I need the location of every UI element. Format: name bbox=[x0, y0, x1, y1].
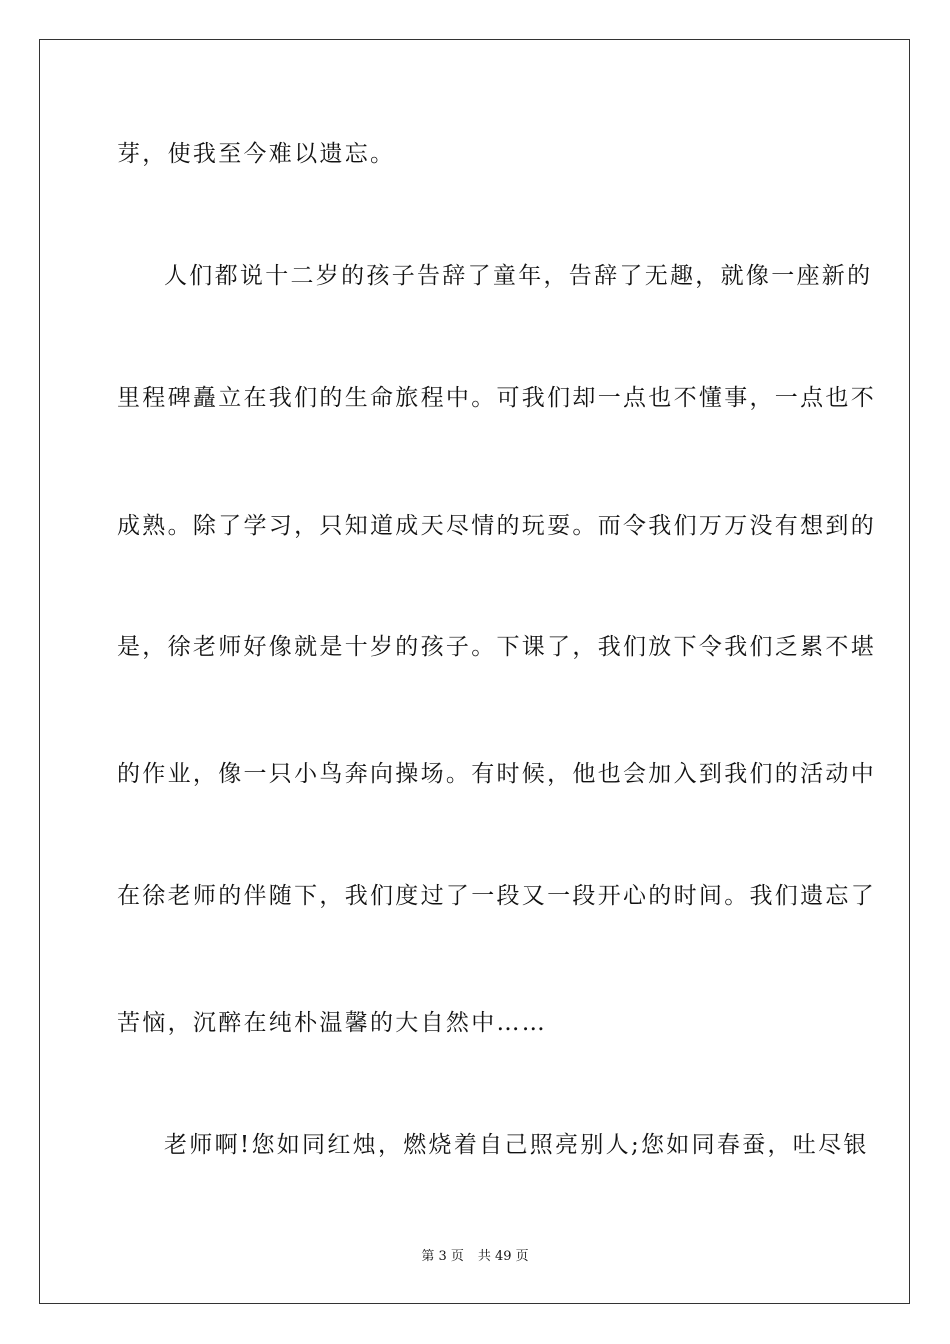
paragraph-line: 人们都说十二岁的孩子告辞了童年，告辞了无趣，就像一座新的 bbox=[164, 263, 873, 289]
total-pages: 共 49 页 bbox=[477, 1249, 529, 1264]
paragraph-line: 里程碑矗立在我们的生命旅程中。可我们却一点也不懂事，一点也不 bbox=[117, 385, 876, 411]
page-border bbox=[39, 39, 910, 1304]
paragraph-line: 成熟。除了学习，只知道成天尽情的玩耍。而令我们万万没有想到的 bbox=[117, 513, 876, 539]
paragraph-line: 是，徐老师好像就是十岁的孩子。下课了，我们放下令我们乏累不堪 bbox=[117, 634, 876, 660]
paragraph-line: 苦恼，沉醉在纯朴温馨的大自然中…… bbox=[117, 1010, 548, 1036]
paragraph-line: 的作业，像一只小鸟奔向操场。有时候，他也会加入到我们的活动中 bbox=[117, 761, 876, 787]
page-number: 第 3 页 bbox=[421, 1249, 464, 1264]
page-footer bbox=[0, 1248, 950, 1266]
paragraph-line: 芽，使我至今难以遗忘。 bbox=[117, 141, 396, 167]
paragraph-line: 老师啊!您如同红烛，燃烧着自己照亮别人;您如同春蚕，吐尽银 bbox=[164, 1132, 869, 1158]
paragraph-line: 在徐老师的伴随下，我们度过了一段又一段开心的时间。我们遗忘了 bbox=[117, 883, 876, 909]
